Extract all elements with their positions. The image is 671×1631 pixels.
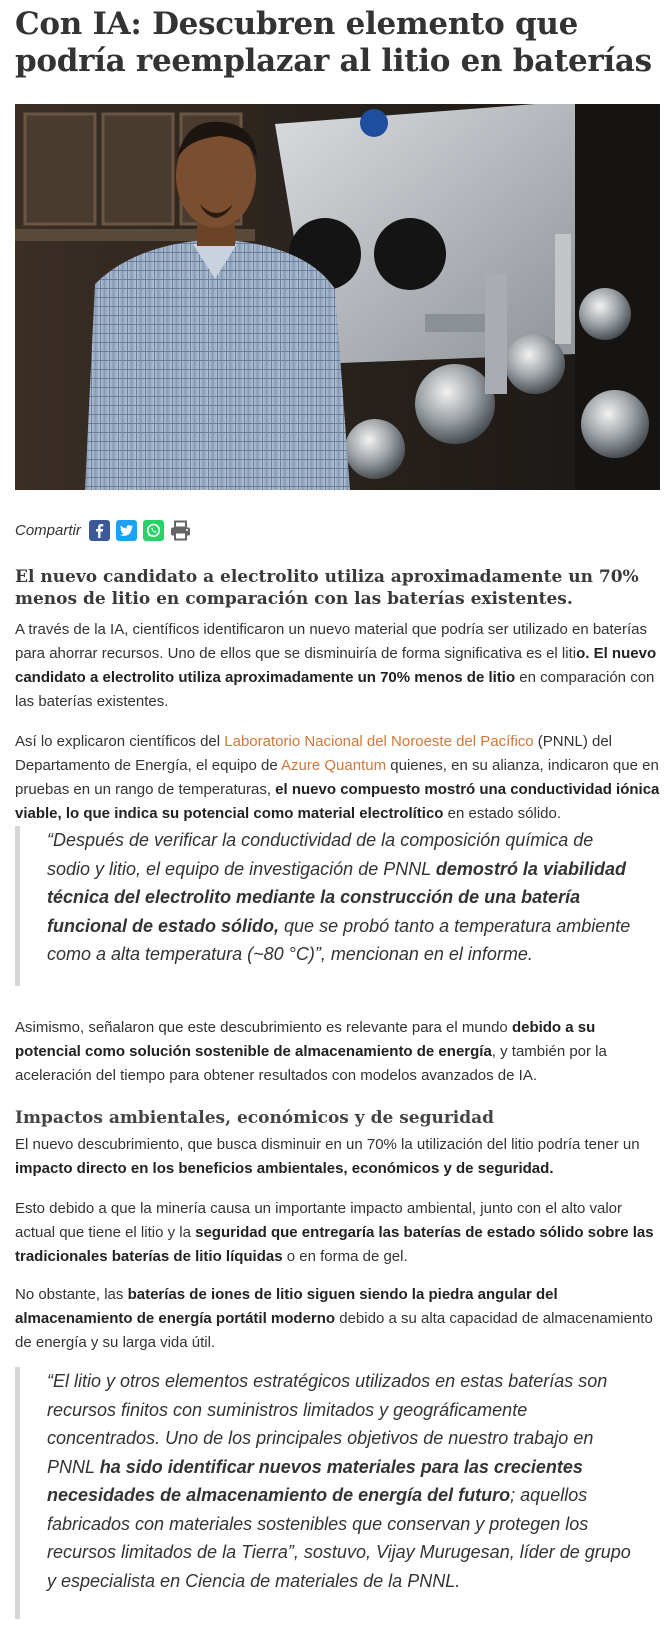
quote-2-part-c: ; aquellos fabricados con materiales sostenibles que conservan y protegen los recursos limitados de la Tierra”, sostuvo, Vijay Murugesan, líder de grupo y especialista en Ciencia de materiales de la PNNL. — [47, 1485, 631, 1591]
quote-1-part-a: “Después de verificar la conductividad de la composición química de sodio y litio, el equipo de investigación de PNNL — [47, 830, 594, 879]
blockquote-1 — [15, 826, 640, 986]
paragraph-2-text-mid: (PNNL) del Departamento de Energía, el equipo de — [15, 733, 612, 774]
paragraph-5-bold: seguridad que entregaría las baterías de estado sólido sobre las tradicionales baterías de litio líquidas — [15, 1224, 654, 1265]
azure-quantum-link[interactable]: Azure Quantum — [281, 757, 387, 774]
paragraph-3-text-end: , y también por la aceleración del tiempo para obtener resultados con modelos avanzados de IA. — [15, 1043, 607, 1084]
paragraph-1-bold: o. El nuevo candidato a electrolito utiliza aproximadamente un 70% menos de litio — [15, 645, 657, 686]
paragraph-5-text: Esto debido a que la minería causa un importante impacto ambiental, junto con el alto valor actual que tiene el litio y la — [15, 1200, 623, 1241]
paragraph-2-bold: el nuevo compuesto mostró una conductividad iónica viable, lo que indica su potencial como material electrolítico — [15, 781, 660, 822]
whatsapp-icon[interactable] — [143, 520, 164, 541]
quote-1-part-c: que se probó tanto a temperatura ambiente como a alta temperatura (~80 °C)”, mencionan en el informe. — [47, 915, 631, 964]
paragraph-4 — [15, 1133, 662, 1181]
paragraph-3 — [15, 1016, 662, 1088]
article-lead: El nuevo candidato a electrolito utiliza aproximadamente un 70% menos de litio en comparación con las baterías existentes. — [15, 567, 639, 609]
paragraph-5-text-end: o en forma de gel. — [282, 1248, 408, 1265]
paragraph-2-text-end: en estado sólido. — [443, 805, 562, 822]
hero-photo — [15, 104, 660, 490]
section-title: Impactos ambientales, económicos y de seguridad — [15, 1108, 495, 1128]
blockquote-2 — [15, 1367, 640, 1619]
paragraph-6-text-end: debido a su alta capacidad de almacenamiento de energía y su larga vida útil. — [15, 1310, 653, 1351]
facebook-icon[interactable] — [89, 520, 110, 541]
paragraph-1-text-end: en comparación con las baterías existentes. — [15, 669, 655, 710]
paragraph-3-bold: debido a su potencial como solución sostenible de almacenamiento de energía — [15, 1019, 596, 1060]
article-title: Con IA: Descubren elemento que podría reemplazar al litio en baterías — [15, 6, 652, 79]
blockquote-2-text — [47, 1367, 640, 1595]
share-bar — [15, 518, 197, 542]
quote-1-bold: demostró la viabilidad técnica del electrolito mediante la construcción de una batería funcional de estado sólido, — [47, 858, 626, 936]
share-label: Compartir — [15, 521, 81, 539]
blockquote-1-text — [47, 826, 640, 969]
paragraph-2-text: Así lo explicaron científicos del — [15, 733, 225, 750]
paragraph-4-bold: impacto directo en los beneficios ambientales, económicos y de seguridad. — [15, 1160, 554, 1177]
paragraph-2 — [15, 730, 662, 826]
paragraph-4-text: El nuevo descubrimiento, que busca disminuir en un 70% la utilización del litio podría tener un — [15, 1136, 640, 1153]
paragraph-1 — [15, 618, 662, 714]
quote-2-part-a: “El litio y otros elementos estratégicos utilizados en estas baterías son recursos finitos con suministros limitados y geográficamente concentrados. Uno de los principales objetivos de nuestro trabajo en PNNL — [47, 1371, 608, 1477]
paragraph-2-text-cont: quienes, en su alianza, indicaron que en pruebas en un rango de temperaturas, — [15, 757, 659, 798]
print-icon[interactable] — [170, 520, 191, 541]
paragraph-6-bold: baterías de iones de litio siguen siendo la piedra angular del almacenamiento de energía portátil moderno — [15, 1286, 558, 1327]
paragraph-3-text: Asimismo, señalaron que este descubrimiento es relevante para el mundo — [15, 1019, 512, 1036]
paragraph-1-text: A través de la IA, científicos identificaron un nuevo material que podría ser utilizado en baterías para ahorrar recursos. Uno de ellos que se disminuiría de forma significativa es el liti — [15, 621, 648, 662]
paragraph-6 — [15, 1283, 662, 1355]
pnnl-link[interactable]: Laboratorio Nacional del Noroeste del Pacífico — [224, 733, 534, 750]
quote-2-bold: ha sido identificar nuevos materiales para las crecientes necesidades de almacenamiento de energía del futuro — [47, 1456, 583, 1505]
paragraph-5 — [15, 1197, 662, 1269]
paragraph-6-text: No obstante, las — [15, 1286, 128, 1303]
twitter-icon[interactable] — [116, 520, 137, 541]
